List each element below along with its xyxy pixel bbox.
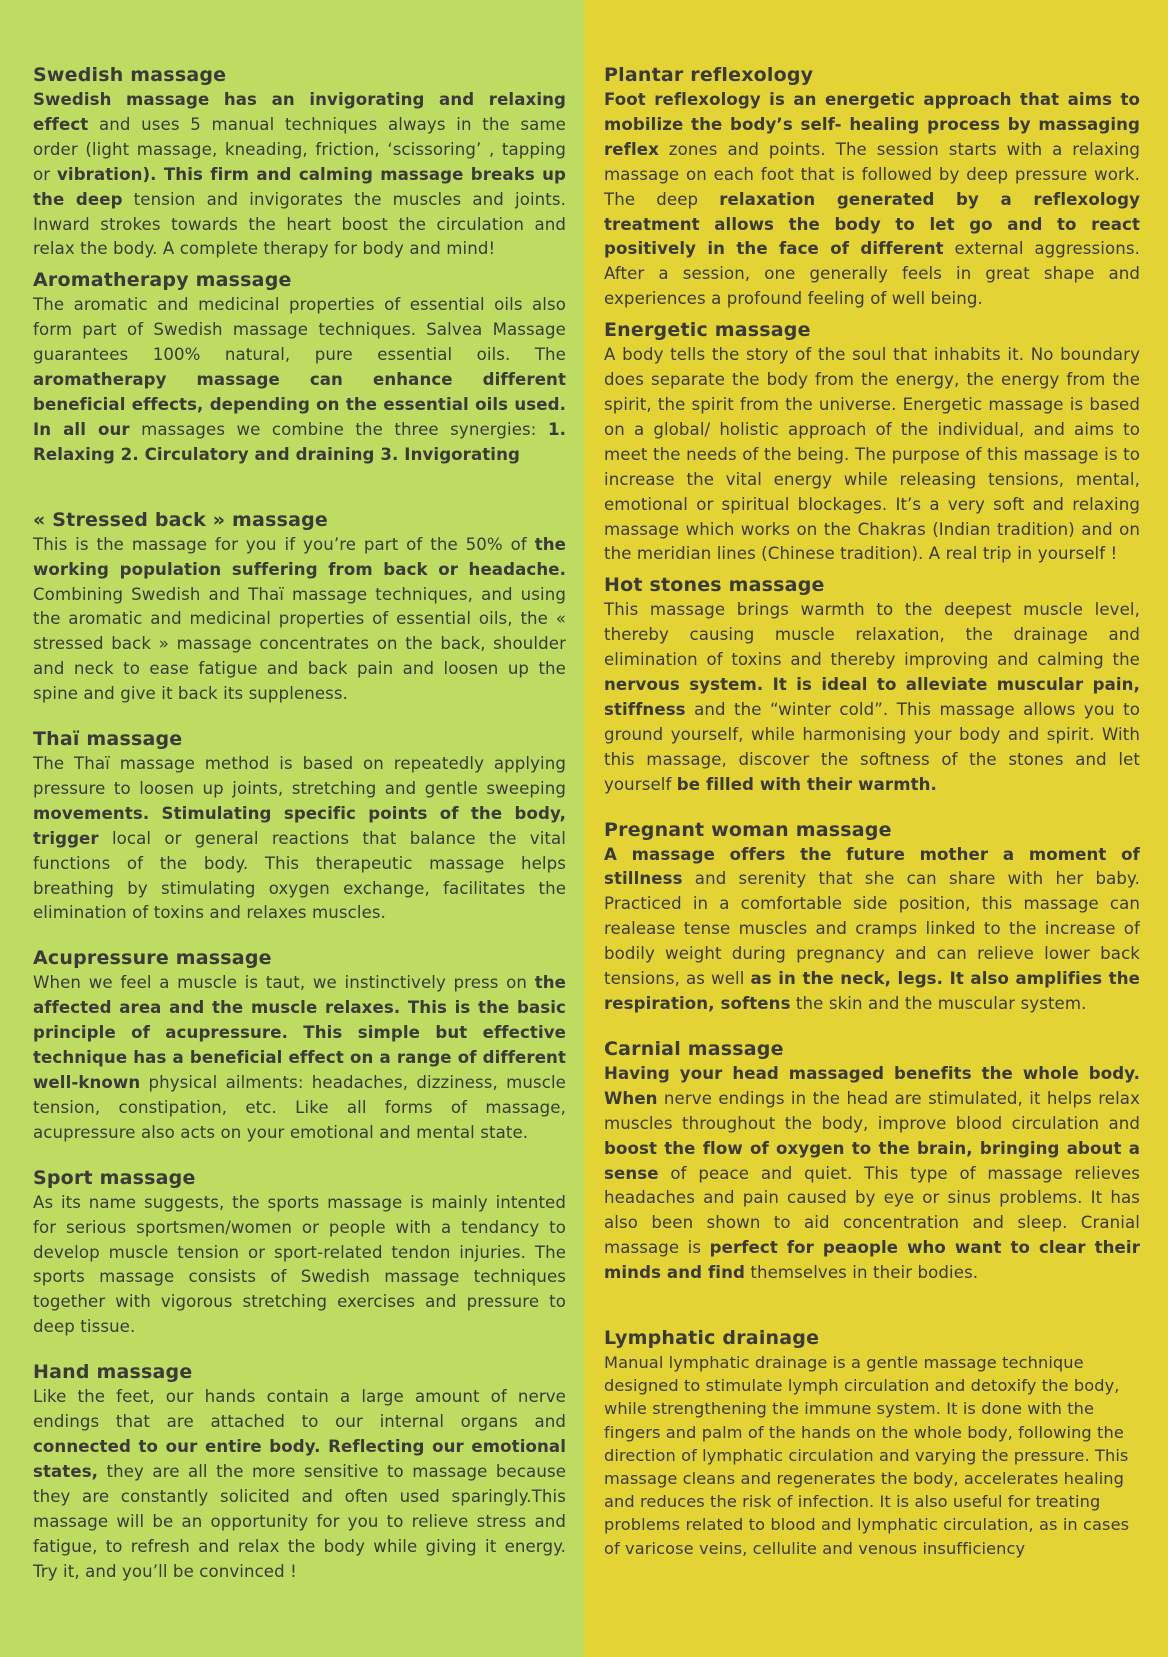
section-sport-massage: [33, 1166, 566, 1340]
section-stressed-back-massage: [33, 508, 566, 707]
section-title: Hand massage: [33, 1361, 193, 1384]
section-title: Swedish massage: [33, 64, 227, 86]
section-body: The Thaï massage method is based on repeatedly applying pressure to loosen up joints, stretching and gentle sweeping movements. Stimulating specific points of the body, trigger local or general reactions that balance the vital functions of the body. This therapeutic massage helps breathing by stimulating oxygen exchange, facilitates the elimination of toxins and relaxes muscles.: [33, 754, 566, 923]
section-title: Thaï massage: [33, 728, 183, 751]
section-pregnant-woman-massage: [604, 818, 1140, 1017]
section-title: Acupressure massage: [33, 947, 272, 970]
section-body: This is the massage for you if you’re part of the 50% of the working population suffering from back or headache. Combining Swedish and Thaï massage techniques, and using the aromatic and medicinal properties of essential oils, the « stressed back » massage concentrates on the back, shoulder and neck to ease fatigue and back pain and loosen up the spine and give it back its suppleness.: [33, 534, 566, 704]
section-title: Hot stones massage: [604, 574, 825, 597]
section-body: Foot reflexology is an energetic approach that aims to mobilize the body’s self- healing process by massaging reflex zones and points. The session starts with a relaxing massage on each foot that is followed by deep pressure work. The deep relaxation generated by a reflexology treatment allows the body to let go and to react positively in the face of different external aggressions. After a session, one generally feels in great shape and experiences a profound feeling of well being.: [604, 90, 1141, 309]
section-title: Lymphatic drainage: [604, 1327, 820, 1350]
section-title: « Stressed back » massage: [33, 508, 329, 531]
section-carnial-massage: [604, 1037, 1140, 1286]
right-column: [584, 0, 1168, 1657]
section-swedish-massage: [33, 63, 566, 262]
section-lymphatic-drainage: [604, 1326, 1140, 1560]
section-title: Plantar reflexology: [604, 64, 814, 86]
section-acupressure-massage: [33, 946, 566, 1145]
section-body: A massage offers the future mother a moment of stillness and serenity that she can share with her baby. Practiced in a comfortable side position, this massage can realease tense muscles and cramps linked to the increase of bodily weight during pregnancy and can relieve lower back tensions, as well as in the neck, legs. It also amplifies the respiration, softens the skin and the muscular system.: [604, 844, 1140, 1013]
section-body: Having your head massaged benefits the whole body. When nerve endings in the head are stimulated, it helps relax muscles throughout the body, improve blood circulation and boost the flow of oxygen to the brain, bringing about a sense of peace and quiet. This type of massage relieves headaches and pain caused by eye or sinus problems. It has also been shown to aid concentration and sleep. Cranial massage is perfect for peaople who want to clear their minds and find themselves in their bodies.: [604, 1063, 1140, 1283]
section-body: As its name suggests, the sports massage is mainly intented for serious sportsmen/women or people with a tendancy to develop muscle tension or sport-related tendon injuries. The sports massage consists of Swedish massage techniques together with vigorous stretching exercises and pressure to deep tissue.: [33, 1192, 566, 1337]
section-aromatherapy-massage: [33, 268, 566, 467]
section-body: When we feel a muscle is taut, we instinctively press on the affected area and the muscle relaxes. This is the basic principle of acupressure. This simple but effective technique has a beneficial effect on a range of different well-known physical ailments: headaches, dizziness, muscle tension, constipation, etc. Like all forms of massage, acupressure also acts on your emotional and mental state.: [33, 973, 566, 1142]
section-energetic-massage: [604, 318, 1140, 567]
section-title: Energetic massage: [604, 319, 811, 342]
section-title: Carnial massage: [604, 1037, 784, 1060]
section-body: This massage brings warmth to the deepest muscle level, thereby causing muscle relaxation, the drainage and elimination of toxins and thereby improving and calming the nervous system. It is ideal to alleviate muscular pain, stiffness and the “winter cold”. This massage allows you to ground yourself, while harmonising your body and spirit. With this massage, discover the softness of the stones and let yourself be filled with their warmth.: [604, 600, 1140, 794]
section-thai-massage: [33, 727, 566, 926]
section-body: Swedish massage has an invigorating and relaxing effect and uses 5 manual techniques always in the same order (light massage, kneading, friction, ‘scissoring’ , tapping or vibration). This firm and calming massage breaks up the deep tension and invigorates the muscles and joints. Inward strokes towards the heart boost the circulation and relax the body. A complete therapy for body and mind!: [33, 90, 567, 259]
section-body: A body tells the story of the soul that inhabits it. No boundary does separate the body from the energy, the energy from the spirit, the spirit from the universe. Energetic massage is based on a global/ holistic approach of the individual, and aims to meet the needs of the being. The purpose of this massage is to increase the vital energy while releasing tensions, mental, emotional or spiritual blockages. It’s a very soft and relaxing massage which works on the Chakras (Indian tradition) and on the meridian lines (Chinese tradition). A real trip in yourself !: [604, 345, 1140, 564]
section-hand-massage: [33, 1360, 566, 1584]
section-plantar-reflexology: [604, 63, 1140, 312]
section-body: The aromatic and medicinal properties of essential oils also form part of Swedish massage techniques. Salvea Massage guarantees 100% natural, pure essential oils. The aromatherapy massage can enhance different beneficial effects, depending on the essential oils used. In all our massages we combine the three synergies: 1. Relaxing 2. Circulatory and draining 3. Invigorating: [33, 295, 566, 464]
section-hot-stones-massage: [604, 573, 1140, 797]
section-body: Manual lymphatic drainage is a gentle massage technique designed to stimulate lymph circulation and detoxify the body, while strengthening the immune system. It is done with the fingers and palm of the hands on the whole body, following the direction of lymphatic circulation and varying the pressure. This massage cleans and regenerates the body, accelerates healing and reduces the risk of infection. It is also useful for treating problems related to blood and lymphatic circulation, as in cases of varicose veins, cellulite and venous insufficiency: [604, 1353, 1130, 1558]
section-body: Like the feet, our hands contain a large amount of nerve endings that are attached to our internal organs and connected to our entire body. Reflecting our emotional states, they are all the more sensitive to massage because they are constantly solicited and often used sparingly.This massage will be an opportunity for you to relieve stress and fatigue, to refresh and relax the body while giving it energy. Try it, and you’ll be convinced !: [33, 1387, 566, 1581]
section-title: Pregnant woman massage: [604, 818, 892, 841]
section-title: Sport massage: [33, 1166, 196, 1189]
section-title: Aromatherapy massage: [33, 269, 292, 292]
